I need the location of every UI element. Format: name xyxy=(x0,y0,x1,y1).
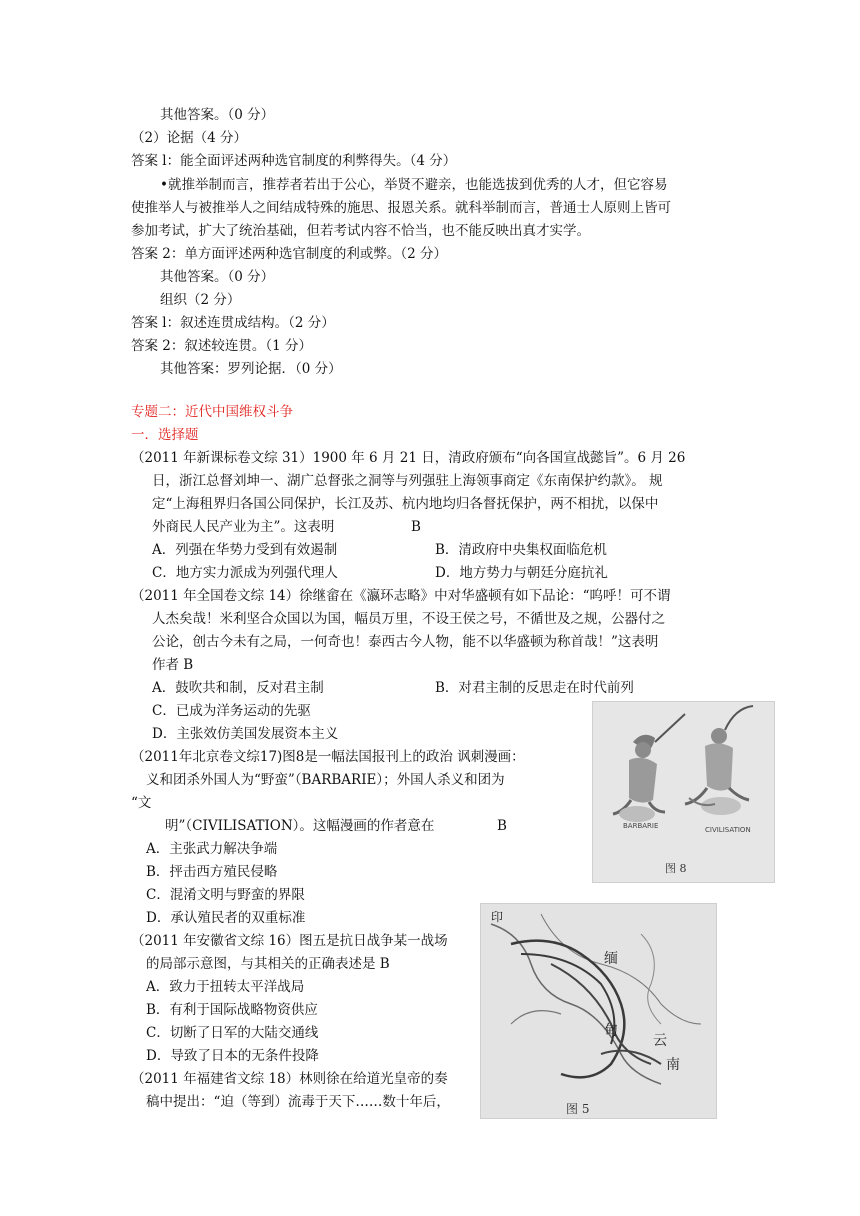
question-text: “文 xyxy=(131,795,152,811)
question-text: 明”（CIVILISATION）。这幅漫画的作者意在 xyxy=(165,818,435,834)
question-text: （2011 年全国卷文综 14）徐继畲在《瀛环志略》中对华盛顿有如下品论：“呜呼！可不谓 xyxy=(131,588,671,604)
text-line: 其他答案。（0 分） xyxy=(160,107,275,123)
map-label: 甸 xyxy=(604,1023,618,1039)
option-a: A．致力于扭转太平洋战局 xyxy=(146,979,305,995)
question-text: （2011 年安徽省文综 16）图五是抗日战争某一战场 xyxy=(131,933,448,949)
question-text: 外商民人民产业为主”。这表明 xyxy=(152,519,335,535)
map-label: 印 xyxy=(491,910,504,924)
question-text: 的局部示意图，与其相关的正确表述是 B xyxy=(146,956,390,972)
text-line: 其他答案：罗列论据．（0 分） xyxy=(160,361,342,377)
option-c: C．已成为洋务运动的先驱 xyxy=(152,703,311,719)
question-text: 稿中提出：“迫（等到）流毒于天下……数十年后， xyxy=(146,1094,450,1110)
question-text: 公论，创古今未有之局，一何奇也！泰西古今人物，能不以华盛顿为称首哉！”这表明 xyxy=(152,634,659,650)
option-d: D．承认殖民者的双重标准 xyxy=(146,910,306,926)
option-b: B．对君主制的反思走在时代前列 xyxy=(435,680,634,696)
option-c: C．地方实力派成为列强代理人 xyxy=(152,565,338,581)
text-line: 使推举人与被推举人之间结成特殊的施思、报恩关系。就科举制而言，普通士人原则上皆可 xyxy=(131,200,671,216)
text-line: 答案 2：叙述较连贯。（1 分） xyxy=(131,338,313,354)
question-text: 日，浙江总督刘坤一、湖广总督张之洞等与列强驻上海领事商定《东南保护约款》。 规 xyxy=(152,473,663,489)
section-title: 专题二：近代中国维权斗争 xyxy=(131,404,293,420)
cartoon-label-right: CIVILISATION xyxy=(705,826,751,834)
text-line: •就推举制而言，推荐者若出于公心，举贤不避亲，也能选拔到优秀的人才，但它容易 xyxy=(160,177,668,193)
option-c: C．混淆文明与野蛮的界限 xyxy=(146,887,305,903)
option-d: D．导致了日本的无条件投降 xyxy=(146,1048,319,1064)
answer-letter: B xyxy=(411,519,421,535)
cartoon-label-left: BARBARIE xyxy=(623,822,659,830)
text-line: 答案 l：能全面评述两种选官制度的利弊得失。（4 分） xyxy=(131,153,457,169)
text-line: 组织（2 分） xyxy=(160,292,241,308)
option-d: D．地方势力与朝廷分庭抗礼 xyxy=(435,565,608,581)
map-label: 缅 xyxy=(604,951,618,967)
question-text: 义和团杀外国人为“野蛮”（BARBARIE）；外国人杀义和团为 xyxy=(146,772,505,788)
question-text: （2011年北京卷文综17)图8是一幅法国报刊上的政治 讽刺漫画： xyxy=(131,749,525,765)
map-label: 南 xyxy=(666,1057,680,1073)
map-figure xyxy=(480,903,717,1119)
option-a: A．列强在华势力受到有效遏制 xyxy=(152,542,338,558)
text-line: 答案 2：单方面评述两种选官制度的利或弊。（2 分） xyxy=(131,246,448,262)
question-text: （2011 年福建省文综 18）林则徐在给道光皇帝的奏 xyxy=(131,1071,448,1087)
option-b: B．有利于国际战略物资供应 xyxy=(146,1002,318,1018)
text-line: 参加考试，扩大了统治基础，但若考试内容不恰当，也不能反映出真才实学。 xyxy=(131,223,590,239)
cartoon-figure xyxy=(592,701,775,883)
cartoon-illustration xyxy=(593,702,774,882)
question-text: 作者 B xyxy=(152,657,194,673)
question-text: 定“上海租界归各国公同保护，长江及苏、杭内地均归各督抚保护，两不相扰，以保中 xyxy=(152,496,659,512)
option-a: A．主张武力解决争端 xyxy=(146,841,278,857)
option-b: B．抨击西方殖民侵略 xyxy=(146,864,278,880)
text-line: （2）论据（4 分） xyxy=(131,130,247,146)
text-line: 答案 l：叙述连贯成结构。（2 分） xyxy=(131,315,335,331)
map-label: 云 xyxy=(653,1033,667,1049)
option-a: A．鼓吹共和制，反对君主制 xyxy=(152,680,324,696)
option-c: C．切断了日军的大陆交通线 xyxy=(146,1025,319,1041)
figure-caption: 图 5 xyxy=(566,1102,590,1116)
question-text: （2011 年新课标卷文综 31）1900 年 6 月 21 日，清政府颁布“向各国宣战懿旨”。6 月 26 xyxy=(131,450,686,466)
figure-caption: 图 8 xyxy=(665,862,687,875)
question-text: 人杰矣哉！米利坚合众国以为国，幅员万里，不设王侯之号，不循世及之规，公器付之 xyxy=(152,611,665,627)
text-line: 其他答案。（0 分） xyxy=(160,269,275,285)
section-subtitle: 一．选择题 xyxy=(131,427,199,443)
map-illustration xyxy=(481,904,716,1118)
option-b: B．清政府中央集权面临危机 xyxy=(435,542,607,558)
option-d: D．主张效仿美国发展资本主义 xyxy=(152,726,339,742)
answer-letter: B xyxy=(497,818,507,834)
